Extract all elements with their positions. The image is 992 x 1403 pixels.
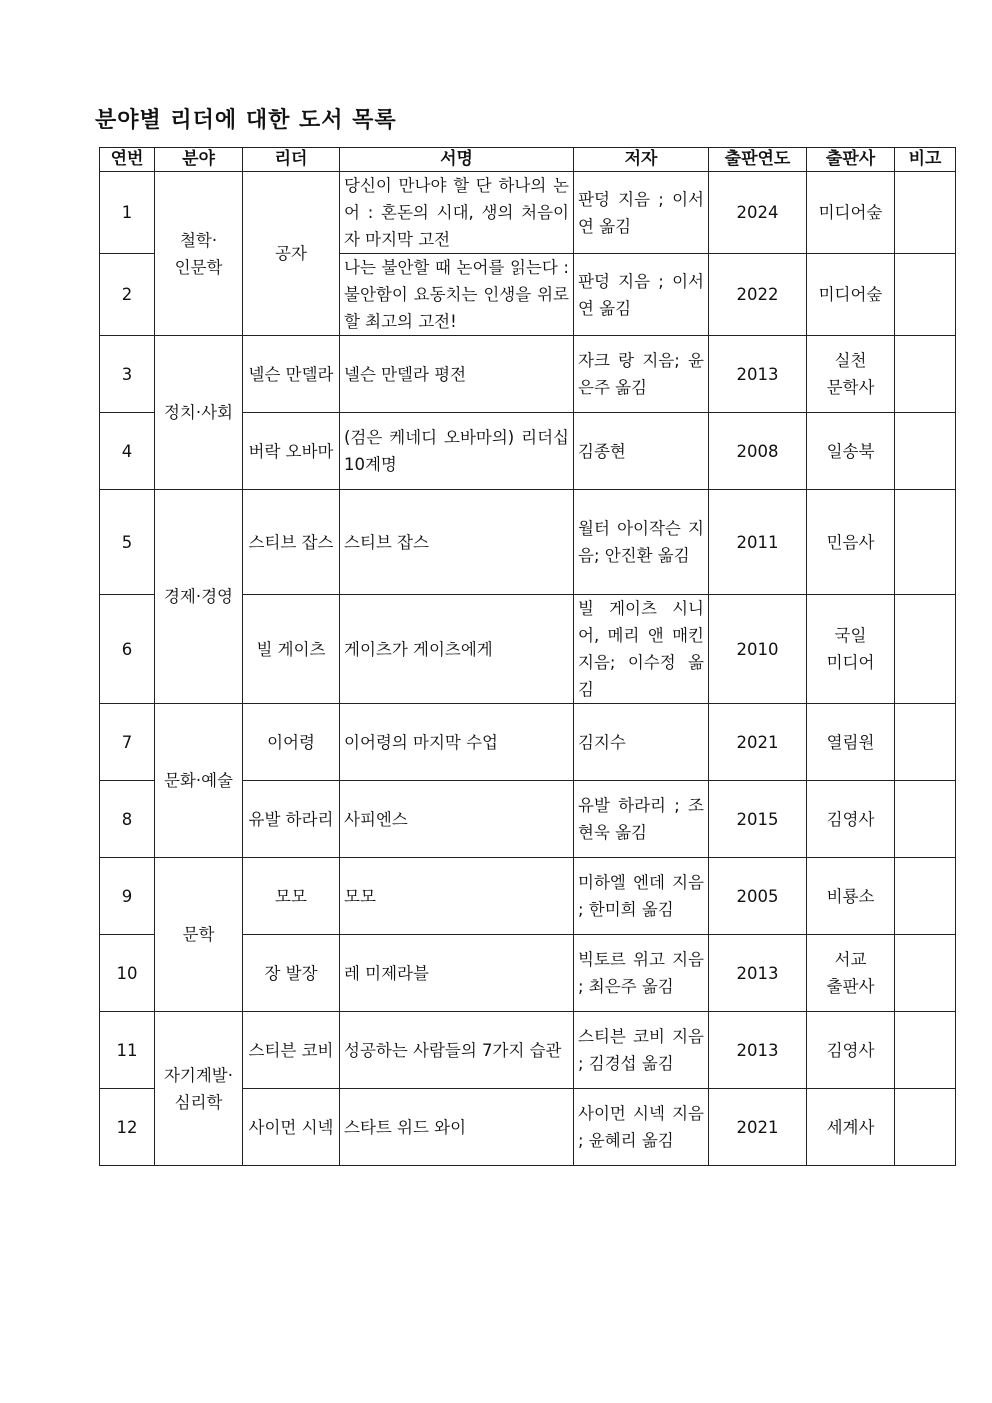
- book-title: 레 미제라블: [340, 935, 574, 1012]
- field-cell: [155, 858, 243, 1012]
- header-leader: 리더: [243, 148, 340, 172]
- table-row: [100, 490, 956, 595]
- row-no: 4: [100, 413, 155, 490]
- publisher: [807, 336, 895, 413]
- note: [895, 704, 956, 781]
- pub-year: 2021: [709, 704, 807, 781]
- publisher: 일송북: [807, 413, 895, 490]
- table-row: [100, 336, 956, 413]
- book-title: 스타트 위드 와이: [340, 1089, 574, 1166]
- pub-year: 2008: [709, 413, 807, 490]
- publisher: 김영사: [807, 781, 895, 858]
- field-cell: [155, 336, 243, 490]
- header-author: 저자: [574, 148, 709, 172]
- author: 김지수: [574, 704, 709, 781]
- header-note: 비고: [895, 148, 956, 172]
- field-cell: [155, 172, 243, 336]
- publisher-label: 실천 문학사: [826, 351, 875, 397]
- book-list-table: [99, 147, 956, 1166]
- row-no: 3: [100, 336, 155, 413]
- pub-year: 2013: [709, 336, 807, 413]
- note: [895, 490, 956, 595]
- row-no: 1: [100, 172, 155, 254]
- note: [895, 1012, 956, 1089]
- pub-year: 2013: [709, 1012, 807, 1089]
- publisher-label: 서교 출판사: [826, 950, 875, 996]
- author: 판덩 지음 ; 이서연 옮김: [574, 172, 709, 254]
- publisher: 민음사: [807, 490, 895, 595]
- field-label: 경제·경영: [163, 587, 233, 606]
- field-label: 자기계발· 심리학: [163, 1065, 233, 1112]
- header-publisher: 출판사: [807, 148, 895, 172]
- author: 빅토르 위고 지음 ; 최은주 옮김: [574, 935, 709, 1012]
- book-title: 사피엔스: [340, 781, 574, 858]
- book-title: 게이츠가 게이츠에게: [340, 595, 574, 704]
- book-title: (검은 케네디 오바마의) 리더십 10계명: [340, 413, 574, 490]
- publisher: [807, 935, 895, 1012]
- row-no: 2: [100, 254, 155, 336]
- book-title: 당신이 만나야 할 단 하나의 논어 : 혼돈의 시대, 생의 처음이자 마지막 고전: [340, 172, 574, 254]
- book-title: 나는 불안할 때 논어를 읽는다 : 불안함이 요동치는 인생을 위로할 최고의 고전!: [340, 254, 574, 336]
- leader-cell: 유발 하라리: [243, 781, 340, 858]
- publisher: 세계사: [807, 1089, 895, 1166]
- note: [895, 858, 956, 935]
- table-row: [100, 858, 956, 935]
- table-row: [100, 1012, 956, 1089]
- page-title: 분야별 리더에 대한 도서 목록: [95, 108, 397, 133]
- pub-year: 2015: [709, 781, 807, 858]
- publisher: 열림원: [807, 704, 895, 781]
- note: [895, 1089, 956, 1166]
- field-label: 문학: [182, 925, 215, 944]
- pub-year: 2005: [709, 858, 807, 935]
- author: 김종현: [574, 413, 709, 490]
- field-label: 정치·사회: [163, 403, 233, 422]
- note: [895, 935, 956, 1012]
- pub-year: 2011: [709, 490, 807, 595]
- row-no: 5: [100, 490, 155, 595]
- field-label: 철학· 인문학: [174, 230, 223, 277]
- note: [895, 172, 956, 254]
- field-cell: [155, 704, 243, 858]
- publisher-label: 국일 미디어: [826, 626, 875, 672]
- publisher: 미디어숲: [807, 172, 895, 254]
- leader-cell: 장 발장: [243, 935, 340, 1012]
- book-title: 넬슨 만델라 평전: [340, 336, 574, 413]
- leader-cell: 스티븐 코비: [243, 1012, 340, 1089]
- leader-cell: 이어령: [243, 704, 340, 781]
- author: 미하엘 엔데 지음 ; 한미희 옮김: [574, 858, 709, 935]
- author: 스티븐 코비 지음 ; 김경섭 옮김: [574, 1012, 709, 1089]
- author: 빌 게이츠 시니어, 메리 앤 매킨 지음; 이수정 옮김: [574, 595, 709, 704]
- header-field: 분야: [155, 148, 243, 172]
- author: 월터 아이작슨 지음; 안진환 옮김: [574, 490, 709, 595]
- publisher: 미디어숲: [807, 254, 895, 336]
- book-title: 스티브 잡스: [340, 490, 574, 595]
- publisher: 김영사: [807, 1012, 895, 1089]
- row-no: 12: [100, 1089, 155, 1166]
- note: [895, 336, 956, 413]
- pub-year: 2021: [709, 1089, 807, 1166]
- author: 사이먼 시넥 지음 ; 윤혜리 옮김: [574, 1089, 709, 1166]
- leader-cell: 스티브 잡스: [243, 490, 340, 595]
- pub-year: 2022: [709, 254, 807, 336]
- row-no: 6: [100, 595, 155, 704]
- note: [895, 254, 956, 336]
- header-year: 출판연도: [709, 148, 807, 172]
- note: [895, 413, 956, 490]
- row-no: 11: [100, 1012, 155, 1089]
- pub-year: 2013: [709, 935, 807, 1012]
- pub-year: 2010: [709, 595, 807, 704]
- publisher: 비룡소: [807, 858, 895, 935]
- field-label: 문화·예술: [163, 771, 233, 790]
- table-row: [100, 172, 956, 254]
- row-no: 10: [100, 935, 155, 1012]
- header-book: 서명: [340, 148, 574, 172]
- pub-year: 2024: [709, 172, 807, 254]
- author: 유발 하라리 ; 조현욱 옮김: [574, 781, 709, 858]
- leader-cell: 사이먼 시넥: [243, 1089, 340, 1166]
- table-row: [100, 704, 956, 781]
- author: 자크 랑 지음; 윤은주 옮김: [574, 336, 709, 413]
- row-no: 8: [100, 781, 155, 858]
- note: [895, 595, 956, 704]
- note: [895, 781, 956, 858]
- book-title: 이어령의 마지막 수업: [340, 704, 574, 781]
- header-no: 연번: [100, 148, 155, 172]
- leader-cell: 넬슨 만델라: [243, 336, 340, 413]
- row-no: 9: [100, 858, 155, 935]
- row-no: 7: [100, 704, 155, 781]
- leader-cell: 공자: [243, 172, 340, 336]
- leader-cell: 빌 게이츠: [243, 595, 340, 704]
- leader-cell: 버락 오바마: [243, 413, 340, 490]
- table-header-row: [100, 148, 956, 172]
- book-title: 성공하는 사람들의 7가지 습관: [340, 1012, 574, 1089]
- field-cell: [155, 1012, 243, 1166]
- book-title: 모모: [340, 858, 574, 935]
- author: 판덩 지음 ; 이서연 옮김: [574, 254, 709, 336]
- publisher: [807, 595, 895, 704]
- field-cell: [155, 490, 243, 704]
- leader-cell: 모모: [243, 858, 340, 935]
